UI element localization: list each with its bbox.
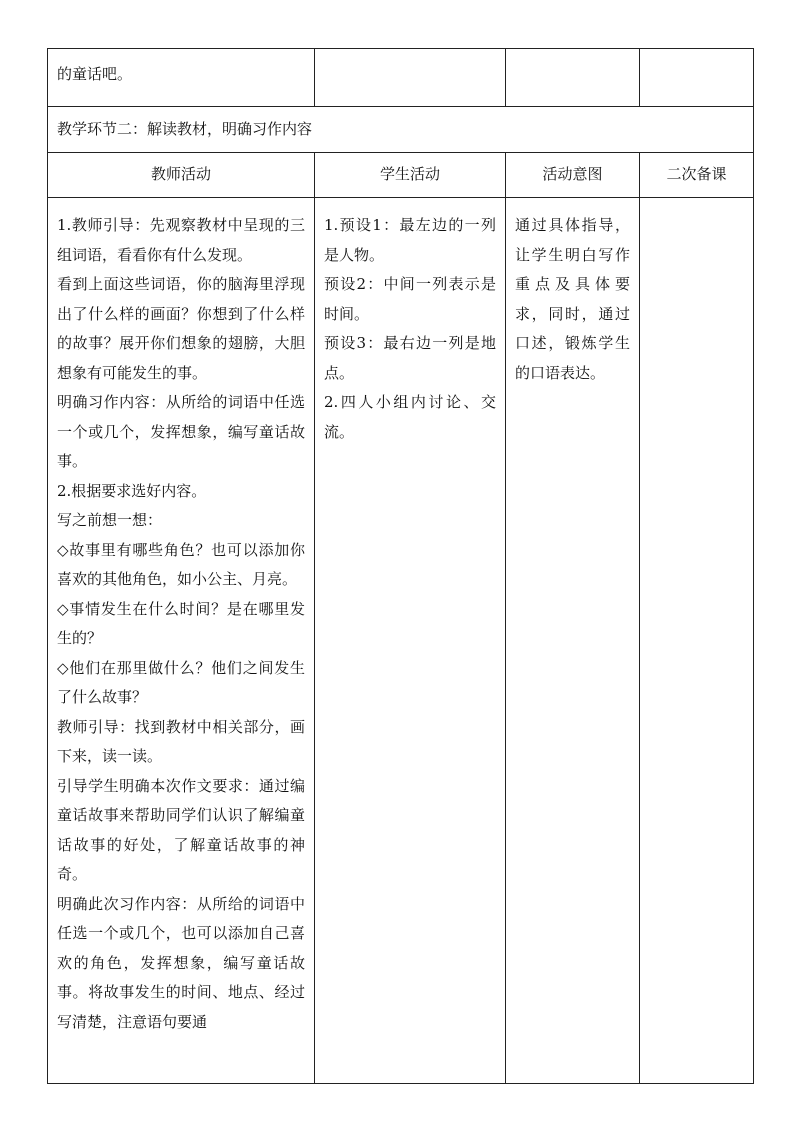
teacher-paragraph: 2.根据要求选好内容。	[57, 481, 207, 500]
section-title: 教学环节二：解读教材，明确习作内容	[48, 107, 754, 153]
secondary-prep-cell	[640, 198, 754, 1084]
teacher-paragraph: 1.教师引导：先观察教材中呈现的三组词语，看看你有什么发现。	[57, 216, 305, 264]
header-row	[48, 153, 754, 198]
intent-continuation-cell	[506, 49, 640, 107]
content-row	[48, 198, 754, 1084]
header-activity-intent: 活动意图	[506, 153, 640, 198]
teacher-paragraph: 写之前想一想：	[57, 511, 163, 529]
continuation-row	[48, 49, 754, 107]
teacher-paragraph: 引导学生明确本次作文要求：通过编童话故事来帮助同学们认识了解编童话故事的好处，了解童话故事的神奇。	[57, 776, 305, 883]
teacher-paragraph: ◇故事里有哪些角色？也可以添加你喜欢的其他角色，如小公主、月亮。	[57, 540, 305, 588]
student-paragraph: 预设3：最右边一列是地点。	[324, 334, 496, 382]
teacher-paragraph: 教师引导：找到教材中相关部分，画下来，读一读。	[57, 717, 305, 765]
student-paragraph: 预设2：中间一列表示是时间。	[324, 275, 496, 323]
teacher-paragraph: ◇事情发生在什么时间？是在哪里发生的？	[57, 599, 305, 647]
teacher-activity-cell	[48, 198, 315, 1084]
section-row	[48, 107, 754, 153]
student-paragraph: 2.四人小组内讨论、交流。	[324, 393, 496, 441]
teacher-paragraph: 看到上面这些词语，你的脑海里浮现出了什么样的画面？你想到了什么样的故事？展开你们想象的翅膀，大胆想象有可能发生的事。	[57, 275, 305, 382]
teacher-paragraph: ◇他们在那里做什么？他们之间发生了什么故事？	[57, 658, 305, 706]
header-secondary-prep: 二次备课	[640, 153, 754, 198]
header-teacher-activity: 教师活动	[48, 153, 315, 198]
student-paragraph: 1.预设1：最左边的一列是人物。	[324, 216, 496, 264]
teacher-continuation-cell: 的童话吧。	[48, 49, 315, 107]
student-activity-cell	[315, 198, 506, 1084]
teacher-paragraph: 明确此次习作内容：从所给的词语中任选一个或几个，也可以添加自己喜欢的角色，发挥想象，编写童话故事。将故事发生的时间、地点、经过写清楚，注意语句要通	[57, 894, 305, 1031]
intent-paragraph: 通过具体指导，让学生明白写作重点及具体要求，同时，通过口述，锻炼学生的口语表达。	[515, 216, 630, 382]
notes-continuation-cell	[640, 49, 754, 107]
header-student-activity: 学生活动	[315, 153, 506, 198]
teacher-paragraph: 明确习作内容：从所给的词语中任选一个或几个，发挥想象，编写童话故事。	[57, 393, 305, 470]
student-continuation-cell	[315, 49, 506, 107]
lesson-plan-table	[47, 48, 754, 1084]
activity-intent-cell	[506, 198, 640, 1084]
